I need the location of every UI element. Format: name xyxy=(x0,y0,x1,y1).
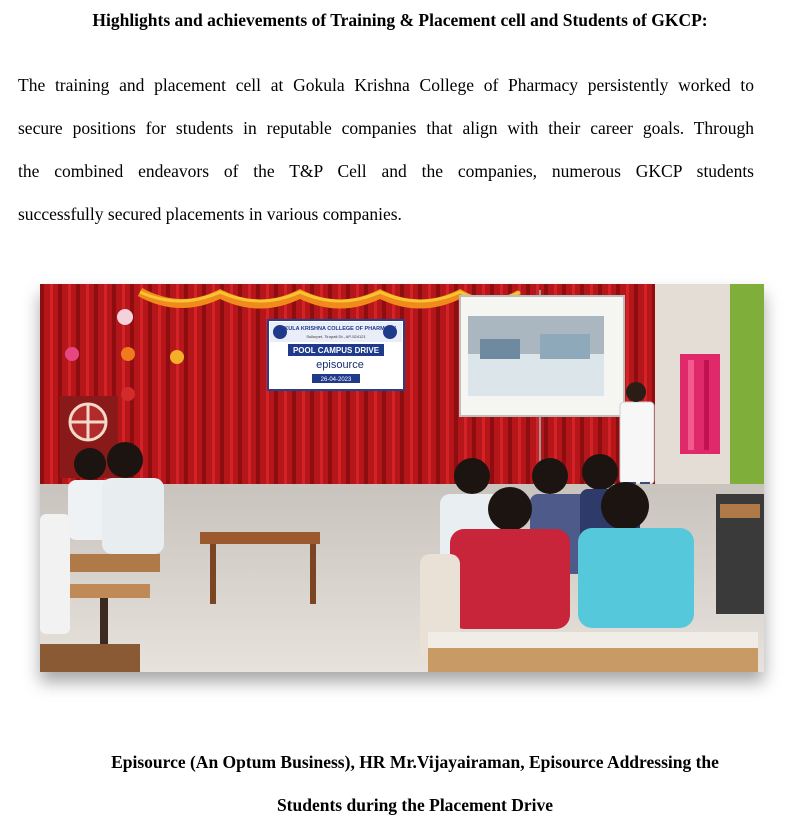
paragraph-line: secure positions for students in reputable companies that align with their career goals. Through xyxy=(18,118,754,138)
placement-drive-photo xyxy=(40,284,764,672)
page-heading: Highlights and achievements of Training & Placement cell and Students of GKCP: xyxy=(92,10,708,30)
banner-event-text: POOL CAMPUS DRIVE xyxy=(292,346,380,355)
photo-caption-line1: Episource (An Optum Business), HR Mr.Vijayairaman, Episource Addressing the xyxy=(111,752,719,772)
paragraph-line: the combined endeavors of the T&P Cell and the companies, numerous GKCP students xyxy=(18,161,754,181)
banner-date-text: 26-04-2023 xyxy=(320,377,352,383)
banner-company-text: episource xyxy=(316,359,364,371)
photo-caption-line2: Students during the Placement Drive xyxy=(276,795,554,815)
banner-address-text: Sullurpet, Tirupati Dt., AP-524121 xyxy=(306,334,366,339)
paragraph-line: successfully secured placements in various companies. xyxy=(18,204,402,224)
intro-paragraph xyxy=(18,64,754,236)
paragraph-line: The training and placement cell at Gokula Krishna College of Pharmacy persistently worked to xyxy=(18,75,754,95)
banner-college-text: GOKULA KRISHNA COLLEGE OF PHARMACY xyxy=(275,326,397,332)
